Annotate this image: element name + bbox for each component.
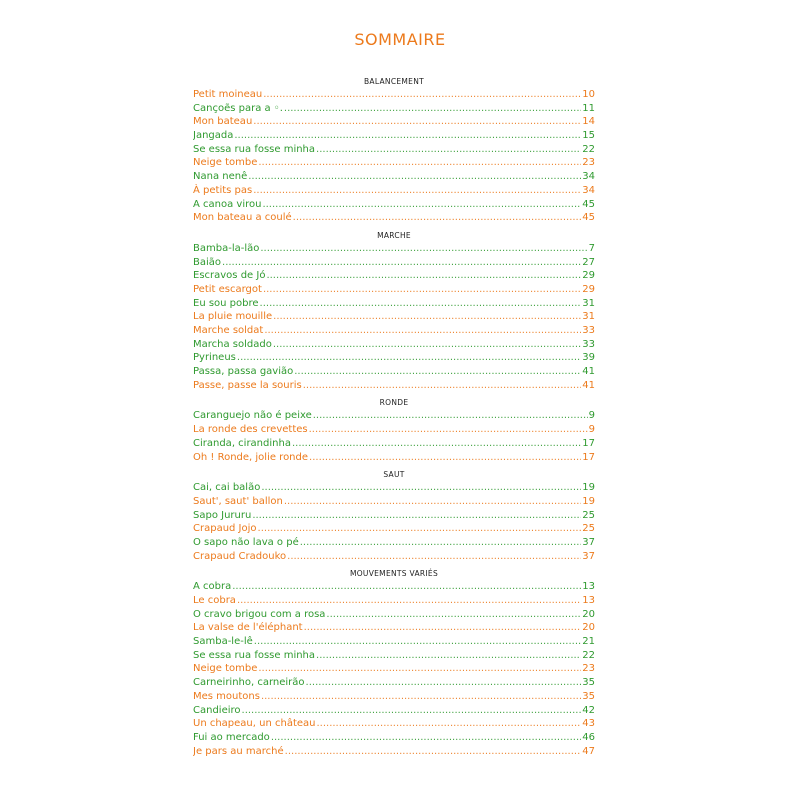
toc-entry[interactable] [193,550,595,564]
toc-entry[interactable] [193,594,595,608]
entry-title: Un chapeau, un château [193,718,316,730]
toc-entry[interactable] [193,351,595,365]
toc-entry[interactable] [193,324,595,338]
toc-entry[interactable] [193,170,595,184]
dot-leader [253,184,581,198]
toc-entry[interactable] [193,745,595,759]
entry-title: O sapo não lava o pé [193,536,299,548]
dot-leader [294,365,581,379]
dot-leader [258,156,581,170]
toc-entry[interactable] [193,676,595,690]
entry-title: Sapo Jururu [193,509,252,521]
entry-page-number: 43 [582,718,595,730]
dot-leader [263,88,581,102]
dot-leader [309,423,588,437]
toc-entry[interactable] [193,242,595,256]
toc-entry[interactable] [193,580,595,594]
dot-leader [262,198,581,212]
entry-page-number: 13 [582,595,595,606]
entry-page-number: 20 [582,608,595,620]
toc-section [193,396,595,464]
entry-title: Eu sou pobre [193,297,259,309]
toc-entry[interactable] [193,102,595,116]
dot-leader [260,242,587,256]
dot-leader [261,481,581,495]
entry-page-number: 17 [582,437,595,449]
entry-page-number: 46 [582,731,595,743]
entry-page-number: 41 [582,366,595,378]
toc-entry[interactable] [193,731,595,745]
entry-page-number: 45 [582,198,595,210]
toc-entry[interactable] [193,256,595,270]
entry-page-number: 35 [582,677,595,689]
dot-leader [266,269,581,283]
toc-section [193,468,595,563]
dot-leader [258,522,582,536]
entry-page-number: 22 [582,649,595,661]
entry-page-number: 10 [582,89,595,100]
toc-entry[interactable] [193,297,595,311]
entry-title: Marche soldat [193,325,264,336]
entry-page-number: 13 [582,581,595,593]
entry-title: Crapaud Jojo [193,523,257,535]
entry-page-number: 11 [582,102,595,114]
entry-page-number: 22 [582,143,595,155]
entry-title: Fui ao mercado [193,731,270,743]
dot-leader [284,102,581,116]
dot-leader [254,635,581,649]
toc-entry[interactable] [193,88,595,102]
entry-title: Bamba-la-lão [193,242,260,254]
entry-page-number: 31 [582,311,595,323]
entry-title: Neige tombe [193,663,258,675]
section-heading: SAUT [383,470,405,480]
dot-leader [304,621,582,635]
dot-leader [284,495,581,509]
entry-page-number: 19 [582,495,595,507]
entry-title: Mon bateau [193,116,253,128]
entry-title: Escravos de Jó [193,270,266,282]
entry-title: Candieiro [193,704,241,716]
table-of-contents [193,75,595,758]
entry-title: Se essa rua fosse minha [193,143,316,155]
dot-leader [316,143,581,157]
toc-entry[interactable] [193,198,595,212]
toc-entry[interactable] [193,662,595,676]
entry-page-number: 25 [582,523,595,535]
entry-title: A canoa virou [193,198,262,210]
entry-title: À petits pas [193,184,253,196]
toc-entry[interactable] [193,423,595,437]
dot-leader [287,550,581,564]
dot-leader [313,409,588,423]
toc-entry[interactable] [193,156,595,170]
entry-title: Carneirinho, carneirão [193,677,305,689]
dot-leader [237,351,581,365]
entry-page-number: 41 [582,379,595,391]
entry-title: La ronde des crevettes [193,424,308,436]
entry-title: La pluie mouille [193,311,273,323]
entry-page-number: 25 [582,509,595,521]
entry-title: Ciranda, cirandinha [193,437,291,449]
section-heading: BALANCEMENT [363,77,425,86]
dot-leader [271,731,581,745]
toc-entry[interactable] [193,211,595,225]
entry-page-number: 37 [582,536,595,548]
toc-entry[interactable] [193,143,595,157]
entry-title: La valse de l'éléphant [193,622,303,634]
dot-leader [316,717,581,731]
entry-page-number: 37 [582,550,595,562]
entry-title: Je pars au marché [193,745,284,757]
entry-title: Petit escargot [193,283,262,295]
toc-entry[interactable] [193,283,595,297]
entry-title: Neige tombe [193,157,258,169]
dot-leader [248,170,581,184]
entry-page-number: 21 [582,636,595,648]
entry-title: Cançoẽs para a ◦. [193,102,283,114]
toc-section [193,567,595,758]
dot-leader [237,594,581,608]
entry-page-number: 14 [582,116,595,128]
dot-leader [316,649,581,663]
dot-leader [234,129,581,143]
entry-title: Saut', saut' ballon [193,495,283,507]
toc-entry[interactable] [193,536,595,550]
dot-leader [260,297,582,311]
toc-section [193,229,595,393]
entry-title: Jangada [193,130,234,142]
entry-page-number: 33 [582,338,595,350]
toc-entry[interactable] [193,522,595,536]
toc-entry[interactable] [193,338,595,352]
dot-leader [309,451,581,465]
entry-page-number: 34 [582,171,595,183]
entry-title: Crapaud Cradouko [193,550,287,562]
entry-page-number: 23 [582,663,595,675]
dot-leader [300,536,582,550]
dot-leader [263,283,581,297]
dot-leader [222,256,581,270]
entry-title: A cobra [193,581,232,593]
entry-page-number: 27 [582,256,595,268]
toc-entry[interactable] [193,649,595,663]
toc-entry[interactable] [193,184,595,198]
toc-section [193,75,595,225]
toc-entry[interactable] [193,621,595,635]
entry-page-number: 19 [582,482,595,494]
dot-leader [264,324,581,338]
entry-page-number: 42 [582,704,595,716]
entry-page-number: 15 [582,130,595,142]
toc-entry[interactable] [193,409,595,423]
entry-title: Samba-le-lê [193,636,253,648]
toc-entry[interactable] [193,437,595,451]
entry-title: Pyrineus [193,352,236,364]
dot-leader [258,662,581,676]
dot-leader [293,211,582,225]
toc-entry[interactable] [193,690,595,704]
dot-leader [292,437,581,451]
dot-leader [242,704,582,718]
toc-entry[interactable] [193,115,595,129]
entry-page-number: 33 [582,325,595,336]
entry-title: Se essa rua fosse minha [193,649,316,661]
toc-entry[interactable] [193,717,595,731]
dot-leader [303,379,582,393]
entry-title: Mon bateau a coulé [193,212,292,224]
entry-page-number: 29 [582,283,595,295]
toc-entry[interactable] [193,495,595,509]
toc-entry[interactable] [193,129,595,143]
toc-entry[interactable] [193,608,595,622]
entry-title: Nana nenê [193,171,248,183]
toc-entry[interactable] [193,379,595,393]
entry-title: Oh ! Ronde, jolie ronde [193,451,309,463]
toc-entry[interactable] [193,269,595,283]
toc-entry[interactable] [193,310,595,324]
section-heading: MARCHE [377,230,411,240]
entry-page-number: 34 [582,184,595,196]
entry-title: O cravo brigou com a rosa [193,608,326,620]
entry-page-number: 31 [582,297,595,309]
toc-entry[interactable] [193,635,595,649]
entry-page-number: 35 [582,690,595,702]
entry-page-number: 29 [582,270,595,282]
dot-leader [273,310,581,324]
dot-leader [232,580,581,594]
entry-page-number: 17 [582,451,595,463]
entry-page-number: 45 [582,212,595,224]
entry-page-number: 9 [588,410,595,422]
page-title: SOMMAIRE [354,30,446,49]
dot-leader [253,115,581,129]
entry-page-number: 7 [588,242,595,254]
dot-leader [252,509,581,523]
toc-entry[interactable] [193,704,595,718]
toc-entry[interactable] [193,365,595,379]
entry-title: Marcha soldado [193,338,272,350]
entry-title: Cai, cai balão [193,482,261,494]
entry-title: Baião [193,256,222,268]
toc-entry[interactable] [193,509,595,523]
entry-page-number: 9 [588,424,595,436]
dot-leader [285,745,582,759]
section-heading: MOUVEMENTS VARIÉS [349,569,439,579]
entry-page-number: 47 [582,745,595,757]
entry-page-number: 39 [582,352,595,364]
section-heading: RONDE [379,398,409,408]
toc-entry[interactable] [193,481,595,495]
toc-entry[interactable] [193,451,595,465]
dot-leader [306,676,582,690]
entry-title: Mes moutons [193,690,260,702]
dot-leader [261,690,581,704]
entry-title: Passe, passe la souris [193,379,302,391]
entry-page-number: 20 [582,622,595,634]
entry-title: Caranguejo não é peixe [193,410,312,422]
entry-title: Le cobra [193,595,236,606]
entry-title: Passa, passa gavião [193,366,294,378]
entry-title: Petit moineau [193,89,263,100]
dot-leader [273,338,581,352]
dot-leader [326,608,581,622]
entry-page-number: 23 [582,157,595,169]
